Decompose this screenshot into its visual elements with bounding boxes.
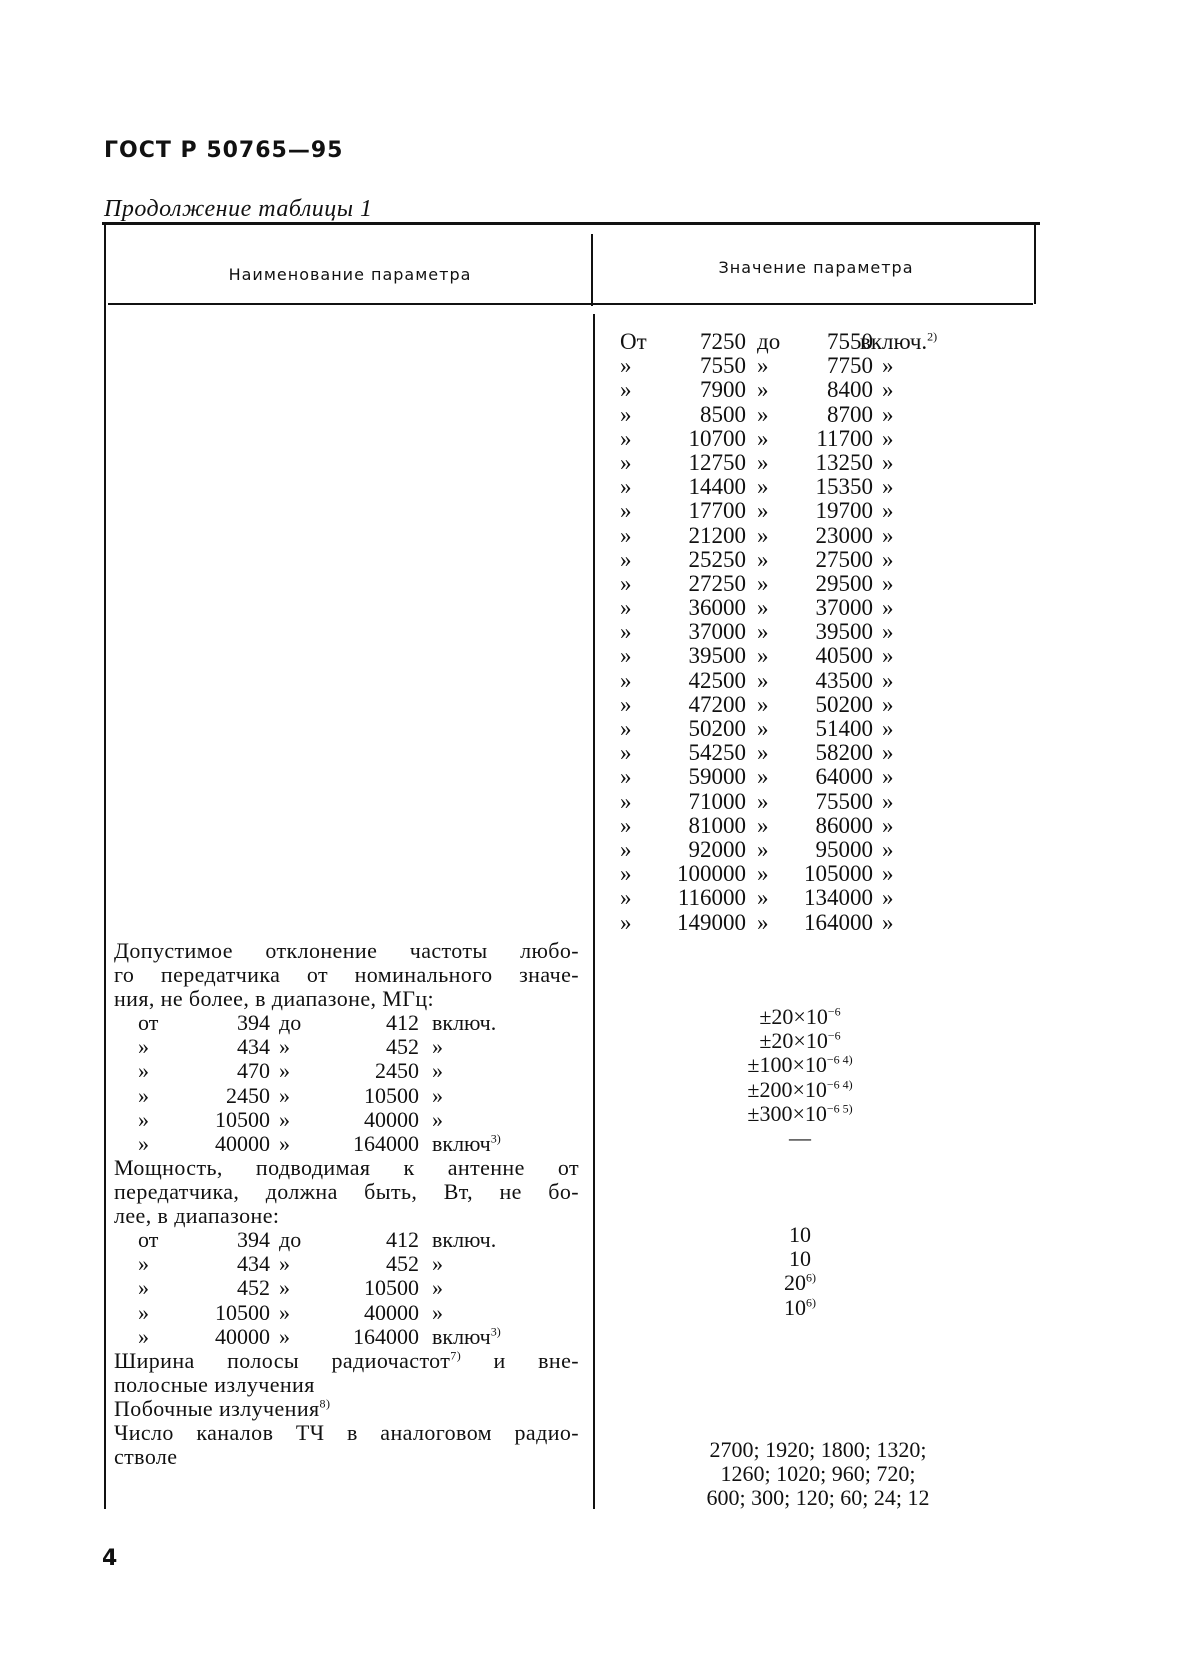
range-to: 27500	[815, 546, 873, 572]
deviation-range-to: 40000	[364, 1106, 419, 1132]
deviation-range-row	[134, 1084, 584, 1108]
deviation-value-text: ±300×10	[747, 1100, 827, 1126]
range-prefix: »	[620, 425, 632, 451]
frequency-range-list	[620, 330, 950, 935]
power-range-suffix-text: включ	[432, 1323, 491, 1349]
power-range-prefix: »	[138, 1299, 149, 1325]
deviation-value	[600, 1005, 1000, 1029]
deviation-range-from: 394	[237, 1010, 270, 1035]
frequency-range-row	[620, 524, 950, 548]
power-range-to: 164000	[353, 1323, 419, 1349]
range-prefix: »	[620, 909, 632, 935]
deviation-value-exponent: −6	[827, 1004, 841, 1019]
power-range-suffix	[432, 1301, 443, 1325]
range-separator: »	[757, 595, 769, 621]
power-value-footnote: 6)	[806, 1271, 816, 1286]
table-right-border	[1034, 224, 1036, 304]
range-to: 19700	[815, 498, 873, 524]
table-column-divider	[593, 314, 595, 1509]
frequency-range-row	[620, 475, 950, 499]
deviation-range-suffix	[432, 1011, 496, 1035]
range-separator: »	[757, 861, 769, 887]
frequency-range-row	[620, 814, 950, 838]
deviation-range-to: 10500	[364, 1082, 419, 1108]
power-range-separator: »	[279, 1275, 290, 1301]
range-ditto: »	[882, 449, 894, 475]
power-value-text: 10	[789, 1222, 811, 1247]
range-prefix: »	[620, 643, 632, 669]
power-value-text: 10	[784, 1294, 806, 1320]
range-to: 50200	[815, 691, 873, 717]
deviation-range-from: 10500	[215, 1106, 270, 1132]
deviation-range-row	[134, 1108, 584, 1132]
deviation-value-list	[600, 1005, 1000, 1150]
range-from: 42500	[688, 667, 746, 693]
range-ditto: »	[882, 546, 894, 572]
frequency-range-row	[620, 644, 950, 668]
deviation-range-to: 164000	[353, 1130, 419, 1156]
range-prefix: »	[620, 788, 632, 814]
channels-value-list	[598, 1438, 1038, 1511]
range-ditto: »	[882, 740, 894, 766]
power-range-to: 10500	[364, 1275, 419, 1301]
power-range-suffix	[432, 1228, 496, 1252]
power-range-prefix: »	[138, 1275, 149, 1301]
deviation-range-from: 470	[237, 1058, 270, 1084]
range-ditto: »	[882, 836, 894, 862]
deviation-range-suffix-text: включ.	[432, 1010, 497, 1035]
frequency-range-row	[620, 548, 950, 572]
bandwidth-label-2: полосные излучения	[114, 1372, 315, 1397]
deviation-range-footnote: 3)	[490, 1131, 501, 1146]
deviation-range-suffix-text: включ	[432, 1130, 491, 1156]
frequency-range-row	[620, 862, 950, 886]
range-to: 29500	[815, 570, 873, 596]
channels-value-line: 600; 300; 120; 60; 24; 12	[706, 1485, 930, 1511]
power-range-suffix-text: »	[432, 1275, 443, 1301]
deviation-range-suffix	[432, 1035, 443, 1059]
power-label-2: передатчика, должна быть, Вт, не бо-	[114, 1179, 579, 1204]
deviation-range-suffix	[432, 1108, 443, 1132]
range-separator: »	[757, 643, 769, 669]
spurious-footnote: 8)	[319, 1396, 331, 1411]
range-to: 15350	[815, 474, 873, 500]
range-suffix-text: включ.	[860, 329, 928, 354]
frequency-range-row	[620, 378, 950, 402]
range-prefix: »	[620, 522, 632, 548]
power-range-row	[134, 1276, 584, 1300]
frequency-range-row	[620, 693, 950, 717]
deviation-value-exponent: −6 4)	[826, 1053, 853, 1068]
range-separator: »	[757, 740, 769, 766]
bandwidth-footnote: 7)	[450, 1348, 462, 1363]
power-range-separator: »	[279, 1251, 290, 1277]
frequency-range-row	[620, 717, 950, 741]
column-header-value: Значение параметра	[718, 258, 914, 277]
range-from: 7550	[700, 353, 746, 379]
range-separator: »	[757, 619, 769, 645]
range-from: 54250	[688, 740, 746, 766]
deviation-range-prefix: »	[138, 1034, 149, 1060]
frequency-range-row	[620, 451, 950, 475]
deviation-range-suffix-text: »	[432, 1058, 443, 1084]
deviation-range-from: 2450	[226, 1082, 270, 1108]
deviation-range-to: 2450	[375, 1058, 419, 1084]
range-from: 7250	[700, 329, 746, 354]
range-from: 27250	[688, 570, 746, 596]
power-range-from: 40000	[215, 1323, 270, 1349]
deviation-range-prefix: »	[138, 1082, 149, 1108]
power-range-row	[134, 1325, 584, 1349]
power-value	[600, 1271, 1000, 1295]
power-range-suffix-text: »	[432, 1299, 443, 1325]
power-range-footnote: 3)	[490, 1324, 501, 1339]
table-column-divider-head	[591, 234, 593, 306]
range-prefix: »	[620, 401, 632, 427]
range-to: 39500	[815, 619, 873, 645]
frequency-range-row	[620, 741, 950, 765]
power-range-from: 434	[237, 1251, 270, 1277]
range-separator: »	[757, 474, 769, 500]
deviation-value-exponent: −6	[827, 1028, 841, 1043]
table-top-rule	[102, 222, 1040, 225]
range-ditto: »	[882, 377, 894, 403]
range-from: 36000	[688, 595, 746, 621]
frequency-range-row	[620, 669, 950, 693]
range-ditto: »	[882, 643, 894, 669]
deviation-label-2: го передатчика от номинального значе-	[114, 962, 579, 987]
power-range-to: 40000	[364, 1299, 419, 1325]
deviation-range-separator: »	[279, 1058, 290, 1084]
power-range-row	[134, 1228, 584, 1252]
range-separator: »	[757, 885, 769, 911]
range-prefix: »	[620, 353, 632, 379]
range-footnote: 2)	[927, 329, 938, 344]
bandwidth-label-text: Ширина полосы радиочастот	[114, 1348, 451, 1373]
document-header: ГОСТ Р 50765—95	[104, 138, 344, 163]
range-ditto: »	[882, 474, 894, 500]
range-ditto: »	[882, 401, 894, 427]
range-ditto: »	[882, 667, 894, 693]
range-from: 39500	[688, 643, 746, 669]
frequency-range-row	[620, 499, 950, 523]
deviation-value	[600, 1102, 1000, 1126]
range-separator: »	[757, 546, 769, 572]
range-prefix: »	[620, 546, 632, 572]
deviation-range-prefix: »	[138, 1058, 149, 1084]
column-header-param: Наименование параметра	[228, 265, 472, 284]
range-from: 116000	[677, 885, 746, 911]
frequency-range-row	[620, 354, 950, 378]
power-label-3: лее, в диапазоне:	[114, 1203, 280, 1228]
range-separator: »	[757, 425, 769, 451]
range-prefix: »	[620, 740, 632, 766]
power-range-prefix: »	[138, 1323, 149, 1349]
range-to: 7750	[827, 353, 873, 379]
range-from: 8500	[700, 401, 746, 427]
range-prefix: »	[620, 377, 632, 403]
power-range-suffix-text: включ.	[432, 1227, 497, 1252]
deviation-range-prefix: »	[138, 1130, 149, 1156]
deviation-range-separator: до	[279, 1010, 302, 1035]
power-range-prefix: »	[138, 1251, 149, 1277]
deviation-range-from: 40000	[215, 1130, 270, 1156]
range-prefix: »	[620, 595, 632, 621]
deviation-label-3: ния, не более, в диапазоне, МГц:	[114, 986, 435, 1011]
range-to: 11700	[816, 425, 873, 451]
range-from: 17700	[688, 498, 746, 524]
range-separator: »	[757, 764, 769, 790]
range-to: 23000	[815, 522, 873, 548]
power-label-1: Мощность, подводимая к антенне от	[114, 1155, 579, 1180]
range-prefix: »	[620, 619, 632, 645]
range-separator: »	[757, 377, 769, 403]
deviation-value-text: ±100×10	[747, 1052, 827, 1078]
deviation-range-separator: »	[279, 1034, 290, 1060]
deviation-label-1: Допустимое отклонение частоты любо-	[114, 938, 579, 963]
range-separator: »	[757, 691, 769, 717]
deviation-value-text: ±200×10	[747, 1076, 827, 1102]
power-value	[600, 1296, 1000, 1320]
range-ditto: »	[882, 764, 894, 790]
deviation-range-prefix: от	[138, 1010, 159, 1035]
table-header-rule	[108, 303, 1033, 305]
range-prefix: »	[620, 667, 632, 693]
range-from: 7900	[700, 377, 746, 403]
range-prefix: »	[620, 691, 632, 717]
power-range-row	[134, 1252, 584, 1276]
power-range-from: 10500	[215, 1299, 270, 1325]
power-range-to: 412	[386, 1227, 419, 1252]
deviation-range-separator: »	[279, 1130, 290, 1156]
range-separator: »	[757, 667, 769, 693]
power-value-text: 20	[784, 1270, 806, 1296]
range-ditto: »	[882, 691, 894, 717]
range-to: 75500	[815, 788, 873, 814]
range-from: 100000	[677, 861, 746, 887]
range-from: 14400	[688, 474, 746, 500]
deviation-value-text: ±20×10	[759, 1028, 828, 1054]
deviation-range-separator: »	[279, 1082, 290, 1108]
range-to: 58200	[815, 740, 873, 766]
power-range-row	[134, 1301, 584, 1325]
deviation-range-list	[134, 1011, 584, 1156]
channels-label-2: стволе	[114, 1444, 178, 1469]
frequency-range-row	[620, 911, 950, 935]
range-to: 7550	[827, 329, 873, 354]
deviation-range-row	[134, 1132, 584, 1156]
range-separator: »	[757, 812, 769, 838]
range-separator: »	[757, 401, 769, 427]
power-range-separator: »	[279, 1299, 290, 1325]
range-to: 43500	[815, 667, 873, 693]
power-range-from: 394	[237, 1227, 270, 1252]
range-ditto: »	[882, 353, 894, 379]
range-from: 92000	[688, 836, 746, 862]
range-prefix: »	[620, 570, 632, 596]
power-range-from: 452	[237, 1275, 270, 1301]
power-value	[600, 1223, 1000, 1247]
range-ditto: »	[882, 498, 894, 524]
deviation-range-prefix: »	[138, 1106, 149, 1132]
range-separator: »	[757, 353, 769, 379]
range-separator: »	[757, 570, 769, 596]
frequency-range-row	[620, 596, 950, 620]
range-prefix: »	[620, 716, 632, 741]
power-range-prefix: от	[138, 1227, 159, 1252]
power-range-separator: до	[279, 1227, 302, 1252]
range-ditto: »	[882, 522, 894, 548]
power-range-to: 452	[386, 1251, 419, 1277]
deviation-value	[600, 1029, 1000, 1053]
frequency-range-row	[620, 838, 950, 862]
power-range-list	[134, 1228, 584, 1349]
range-prefix: »	[620, 498, 632, 524]
power-range-separator: »	[279, 1323, 290, 1349]
power-range-suffix	[432, 1276, 443, 1300]
range-to: 8700	[827, 401, 873, 427]
channels-label-1: Число каналов ТЧ в аналоговом радио-	[114, 1420, 579, 1445]
range-from: 12750	[688, 449, 746, 475]
range-from: 21200	[688, 522, 746, 548]
range-from: 59000	[688, 764, 746, 790]
range-separator: »	[757, 498, 769, 524]
deviation-range-row	[134, 1011, 584, 1035]
power-value	[600, 1247, 1000, 1271]
range-ditto: »	[882, 619, 894, 645]
deviation-range-suffix-text: »	[432, 1106, 443, 1132]
range-ditto: »	[882, 909, 894, 935]
deviation-value-text: ±20×10	[759, 1004, 828, 1029]
range-to: 8400	[827, 377, 873, 403]
table-continuation-caption: Продолжение таблицы 1	[104, 196, 373, 222]
range-prefix: »	[620, 836, 632, 862]
range-ditto: »	[882, 595, 894, 621]
range-from: 10700	[688, 425, 746, 451]
range-from: 37000	[688, 619, 746, 645]
power-range-suffix	[432, 1325, 501, 1349]
range-prefix: От	[620, 329, 647, 354]
frequency-range-row	[620, 572, 950, 596]
deviation-value	[600, 1126, 1000, 1150]
range-ditto: »	[882, 716, 894, 741]
range-to: 51400	[815, 716, 873, 741]
channels-value-line: 1260; 1020; 960; 720;	[720, 1461, 916, 1487]
channels-value-line: 2700; 1920; 1800; 1320;	[709, 1437, 927, 1462]
frequency-range-row	[620, 886, 950, 910]
range-prefix: »	[620, 764, 632, 790]
deviation-range-separator: »	[279, 1106, 290, 1132]
range-from: 71000	[688, 788, 746, 814]
range-separator: »	[757, 449, 769, 475]
range-to: 164000	[804, 909, 873, 935]
range-separator: »	[757, 522, 769, 548]
frequency-range-row	[620, 403, 950, 427]
range-prefix: »	[620, 474, 632, 500]
deviation-range-to: 452	[386, 1034, 419, 1060]
range-prefix: »	[620, 812, 632, 838]
deviation-range-suffix	[432, 1084, 443, 1108]
deviation-range-from: 434	[237, 1034, 270, 1060]
range-to: 64000	[815, 764, 873, 790]
range-ditto: »	[882, 425, 894, 451]
deviation-value-text: —	[789, 1124, 811, 1150]
deviation-value-exponent: −6 5)	[826, 1101, 853, 1116]
range-suffix	[860, 330, 937, 354]
spurious-label	[114, 1397, 579, 1421]
range-prefix: »	[620, 885, 632, 911]
range-from: 149000	[677, 909, 746, 935]
frequency-range-row	[620, 330, 950, 354]
deviation-range-suffix-text: »	[432, 1034, 443, 1060]
deviation-range-row	[134, 1035, 584, 1059]
power-range-suffix	[432, 1252, 443, 1276]
power-value-footnote: 6)	[806, 1295, 816, 1310]
frequency-range-row	[620, 620, 950, 644]
range-separator: »	[757, 836, 769, 862]
range-ditto: »	[882, 812, 894, 838]
deviation-range-row	[134, 1059, 584, 1083]
deviation-value	[600, 1053, 1000, 1077]
deviation-value	[600, 1078, 1000, 1102]
deviation-range-to: 412	[386, 1010, 419, 1035]
range-ditto: »	[882, 570, 894, 596]
range-ditto: »	[882, 885, 894, 911]
range-to: 13250	[815, 449, 873, 475]
range-from: 25250	[688, 546, 746, 572]
range-ditto: »	[882, 861, 894, 887]
deviation-range-suffix-text: »	[432, 1082, 443, 1108]
frequency-range-row	[620, 790, 950, 814]
range-from: 50200	[688, 716, 746, 741]
range-separator: »	[757, 909, 769, 935]
range-separator: »	[757, 716, 769, 741]
range-separator: до	[757, 329, 781, 354]
range-prefix: »	[620, 449, 632, 475]
spurious-label-text: Побочные излучения	[114, 1396, 320, 1421]
frequency-range-row	[620, 765, 950, 789]
range-to: 86000	[815, 812, 873, 838]
range-from: 81000	[688, 812, 746, 838]
bandwidth-label-1	[114, 1349, 579, 1373]
range-ditto: »	[882, 788, 894, 814]
range-to: 105000	[804, 861, 873, 887]
deviation-value-exponent: −6 4)	[826, 1077, 853, 1092]
range-from: 47200	[688, 691, 746, 717]
bandwidth-label-tail: и вне-	[493, 1348, 579, 1373]
page-number: 4	[102, 1546, 118, 1571]
frequency-range-row	[620, 427, 950, 451]
range-to: 40500	[815, 643, 873, 669]
power-value-text: 10	[789, 1246, 811, 1272]
range-to: 134000	[804, 885, 873, 911]
range-to: 37000	[815, 595, 873, 621]
power-range-suffix-text: »	[432, 1251, 443, 1277]
range-prefix: »	[620, 861, 632, 887]
range-separator: »	[757, 788, 769, 814]
power-value-list	[600, 1223, 1000, 1320]
deviation-range-suffix	[432, 1132, 501, 1156]
deviation-range-suffix	[432, 1059, 443, 1083]
table-left-border	[104, 224, 106, 1509]
range-to: 95000	[815, 836, 873, 862]
